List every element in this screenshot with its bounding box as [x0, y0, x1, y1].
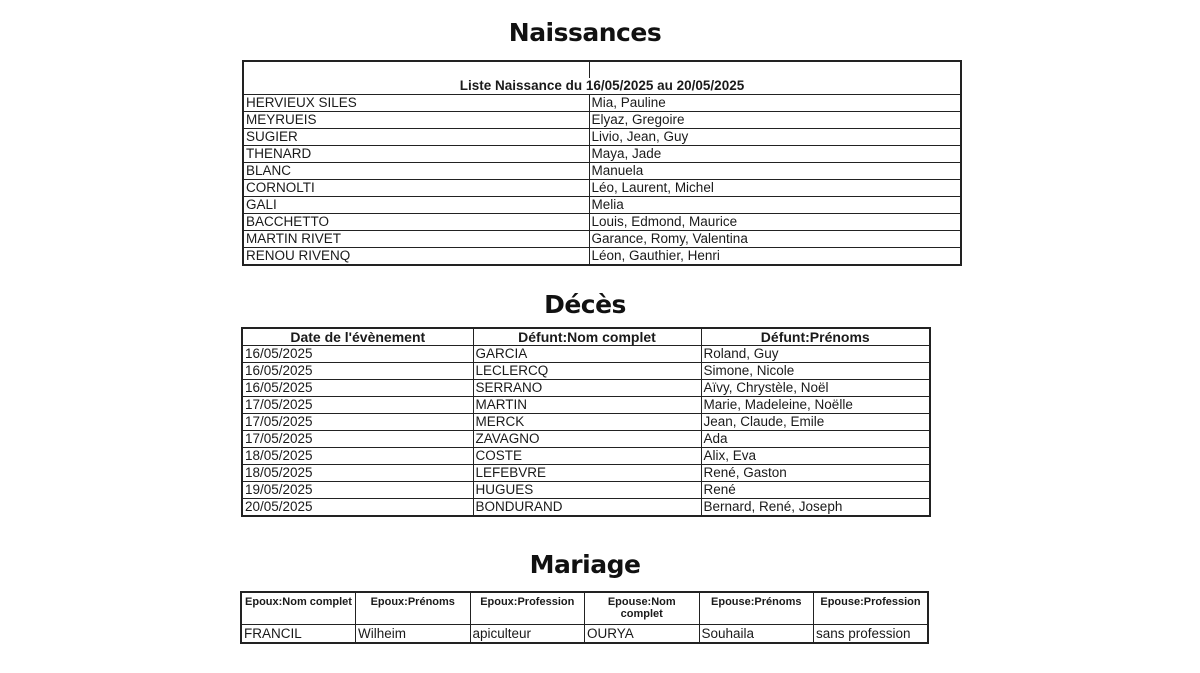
deces-cell-nom: LEFEBVRE: [473, 465, 701, 482]
deces-cell-date: 17/05/2025: [242, 397, 473, 414]
naissances-row: [243, 112, 961, 129]
deces-header-date: Date de l'évènement: [242, 328, 473, 346]
deces-cell-date: 17/05/2025: [242, 431, 473, 448]
naissances-cell-prenoms: Louis, Edmond, Maurice: [589, 214, 961, 231]
deces-cell-prenoms: Bernard, René, Joseph: [701, 499, 930, 517]
deces-title: Décès: [544, 290, 626, 319]
naissances-cell-prenoms: Elyaz, Gregoire: [589, 112, 961, 129]
deces-cell-prenoms: René: [701, 482, 930, 499]
naissances-row: [243, 146, 961, 163]
deces-cell-date: 16/05/2025: [242, 380, 473, 397]
deces-cell-prenoms: Alix, Eva: [701, 448, 930, 465]
mariage-cell-epouse-prenoms: Souhaila: [699, 625, 814, 644]
naissances-cell-nom: SUGIER: [243, 129, 589, 146]
deces-cell-date: 18/05/2025: [242, 448, 473, 465]
deces-header-row: [242, 328, 930, 346]
mariage-header-epoux-nom: Epoux:Nom complet: [241, 592, 356, 625]
deces-row: [242, 482, 930, 499]
naissances-row: [243, 163, 961, 180]
naissances-table: [242, 60, 962, 266]
deces-cell-date: 18/05/2025: [242, 465, 473, 482]
mariage-cell-epoux-profession: apiculteur: [470, 625, 585, 644]
naissances-row: [243, 248, 961, 266]
naissances-row: [243, 129, 961, 146]
naissances-cell-nom: RENOU RIVENQ: [243, 248, 589, 266]
naissances-table-body: [243, 61, 961, 265]
deces-cell-prenoms: René, Gaston: [701, 465, 930, 482]
deces-cell-prenoms: Jean, Claude, Emile: [701, 414, 930, 431]
mariage-cell-epouse-nom: OURYA: [585, 625, 700, 644]
deces-row: [242, 431, 930, 448]
mariage-header-epoux-prenoms: Epoux:Prénoms: [356, 592, 471, 625]
naissances-cell-prenoms: Maya, Jade: [589, 146, 961, 163]
deces-header-nom: Défunt:Nom complet: [473, 328, 701, 346]
deces-cell-nom: LECLERCQ: [473, 363, 701, 380]
deces-cell-nom: GARCIA: [473, 346, 701, 363]
naissances-row: [243, 197, 961, 214]
mariage-header-epouse-prenoms: Epouse:Prénoms: [699, 592, 814, 625]
naissances-cell-prenoms: Manuela: [589, 163, 961, 180]
deces-row: [242, 414, 930, 431]
naissances-row: [243, 95, 961, 112]
naissances-cell-nom: MARTIN RIVET: [243, 231, 589, 248]
naissances-cell-nom: CORNOLTI: [243, 180, 589, 197]
blank-cell: [589, 61, 961, 78]
deces-cell-prenoms: Aïvy, Chrystèle, Noël: [701, 380, 930, 397]
deces-header-prenoms: Défunt:Prénoms: [701, 328, 930, 346]
deces-row: [242, 380, 930, 397]
naissances-caption: Liste Naissance du 16/05/2025 au 20/05/2025: [243, 78, 961, 95]
naissances-cell-prenoms: Livio, Jean, Guy: [589, 129, 961, 146]
mariage-header-epouse-profession: Epouse:Profession: [814, 592, 929, 625]
mariage-header-epoux-profession: Epoux:Profession: [470, 592, 585, 625]
naissances-cell-prenoms: Mia, Pauline: [589, 95, 961, 112]
deces-table-body: [242, 346, 930, 517]
deces-cell-nom: MERCK: [473, 414, 701, 431]
naissances-blank-row: [243, 61, 961, 78]
deces-row: [242, 397, 930, 414]
deces-cell-date: 17/05/2025: [242, 414, 473, 431]
deces-row: [242, 448, 930, 465]
naissances-cell-prenoms: Léon, Gauthier, Henri: [589, 248, 961, 266]
naissances-cell-nom: BLANC: [243, 163, 589, 180]
deces-row: [242, 465, 930, 482]
deces-row: [242, 363, 930, 380]
deces-cell-prenoms: Simone, Nicole: [701, 363, 930, 380]
mariage-header-epouse-nom: Epouse:Nom complet: [585, 592, 700, 625]
deces-cell-prenoms: Marie, Madeleine, Noëlle: [701, 397, 930, 414]
naissances-cell-nom: MEYRUEIS: [243, 112, 589, 129]
deces-cell-date: 19/05/2025: [242, 482, 473, 499]
deces-cell-date: 20/05/2025: [242, 499, 473, 517]
mariage-row: [241, 625, 928, 644]
mariage-table: [240, 591, 929, 644]
deces-cell-nom: HUGUES: [473, 482, 701, 499]
naissances-cell-nom: HERVIEUX SILES: [243, 95, 589, 112]
naissances-cell-prenoms: Garance, Romy, Valentina: [589, 231, 961, 248]
naissances-row: [243, 231, 961, 248]
deces-cell-nom: MARTIN: [473, 397, 701, 414]
mariage-cell-epouse-profession: sans profession: [814, 625, 929, 644]
deces-cell-date: 16/05/2025: [242, 363, 473, 380]
naissances-row: [243, 180, 961, 197]
naissances-row: [243, 214, 961, 231]
naissances-cell-prenoms: Léo, Laurent, Michel: [589, 180, 961, 197]
mariage-title: Mariage: [529, 550, 641, 579]
deces-cell-nom: BONDURAND: [473, 499, 701, 517]
deces-cell-nom: ZAVAGNO: [473, 431, 701, 448]
blank-cell: [243, 61, 589, 78]
deces-cell-date: 16/05/2025: [242, 346, 473, 363]
mariage-cell-epoux-prenoms: Wilheim: [356, 625, 471, 644]
naissances-caption-row: [243, 78, 961, 95]
deces-row: [242, 499, 930, 517]
deces-cell-prenoms: Ada: [701, 431, 930, 448]
deces-cell-prenoms: Roland, Guy: [701, 346, 930, 363]
deces-cell-nom: SERRANO: [473, 380, 701, 397]
naissances-cell-nom: THENARD: [243, 146, 589, 163]
mariage-cell-epoux-nom: FRANCIL: [241, 625, 356, 644]
deces-table: [241, 327, 931, 517]
naissances-title: Naissances: [508, 18, 662, 47]
deces-cell-nom: COSTE: [473, 448, 701, 465]
deces-row: [242, 346, 930, 363]
mariage-header-row: [241, 592, 928, 625]
naissances-cell-prenoms: Melia: [589, 197, 961, 214]
naissances-cell-nom: GALI: [243, 197, 589, 214]
naissances-cell-nom: BACCHETTO: [243, 214, 589, 231]
mariage-table-body: [241, 625, 928, 644]
